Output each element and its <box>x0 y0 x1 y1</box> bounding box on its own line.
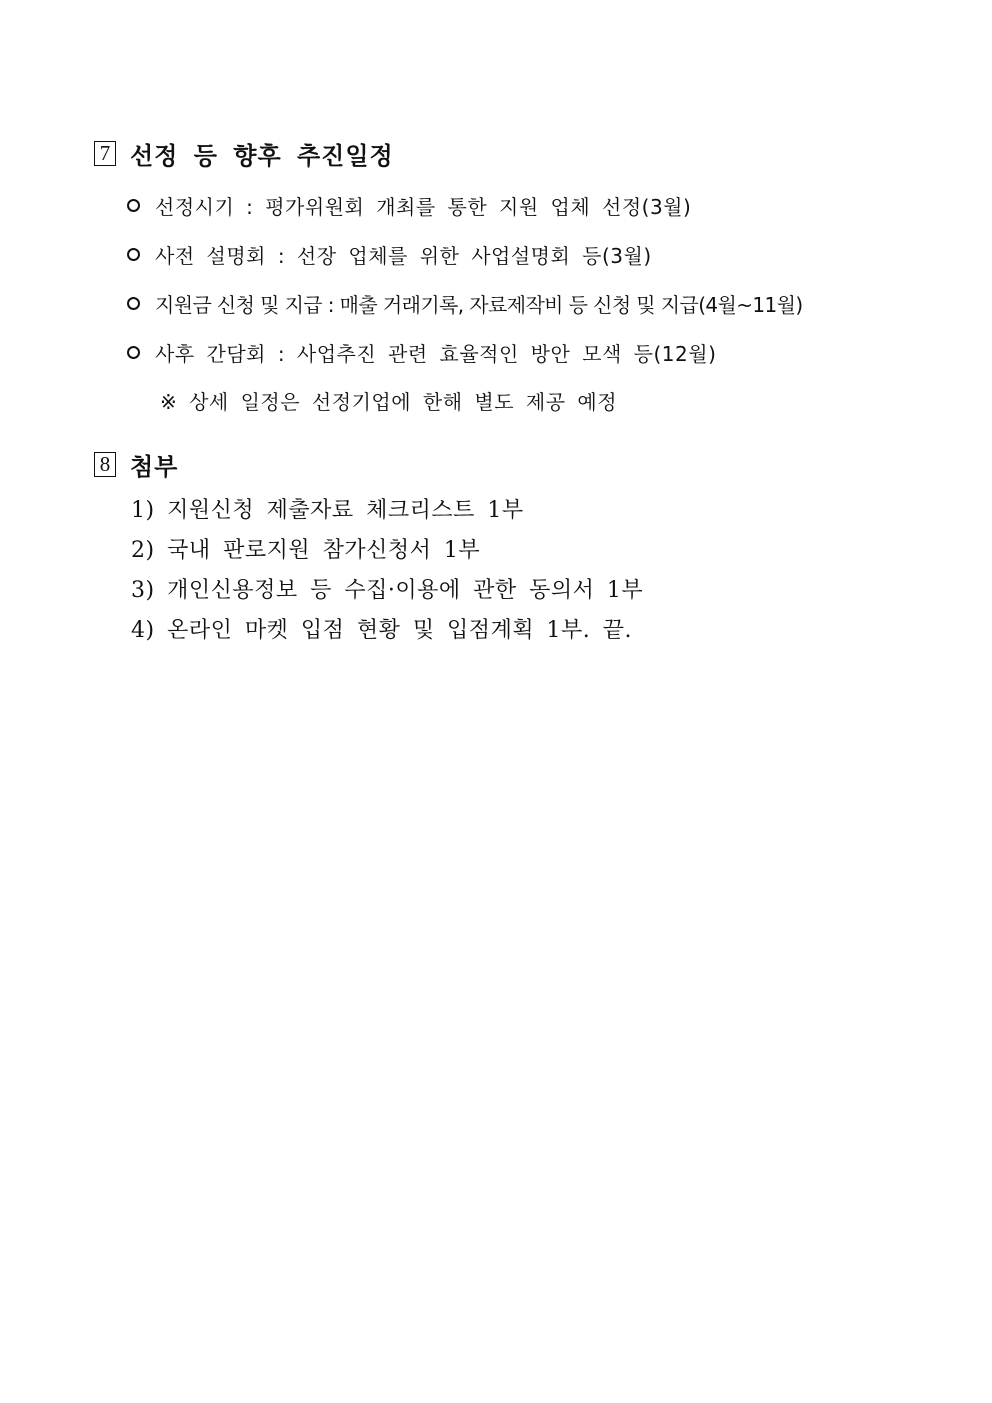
schedule-item-text: 사후 간담회 : 사업추진 관련 효율적인 방안 모색 등(12월) <box>155 342 717 366</box>
schedule-item-text: 선정시기 : 평가위원회 개최를 통한 지원 업체 선정(3월) <box>155 195 692 219</box>
schedule-note: ※ 상세 일정은 선정기업에 한해 별도 제공 예정 <box>160 390 618 414</box>
list-item <box>127 240 652 269</box>
schedule-item-text: 지원금 신청 및 지급 : 매출 거래기록, 자료제작비 등 신청 및 지급(4월~11월) <box>155 293 803 317</box>
section-8-number: 8 <box>94 452 116 477</box>
section-7-number: 7 <box>94 141 116 166</box>
section-7-heading <box>94 136 394 171</box>
circle-bullet-icon <box>127 199 140 212</box>
list-item <box>127 338 716 367</box>
schedule-item-text: 사전 설명회 : 선장 업체를 위한 사업설명회 등(3월) <box>155 244 652 268</box>
circle-bullet-icon <box>127 297 140 310</box>
section-8-title: 첨부 <box>130 453 179 481</box>
circle-bullet-icon <box>127 346 140 359</box>
circle-bullet-icon <box>127 248 140 261</box>
section-7-title: 선정 등 향후 추진일정 <box>130 142 394 170</box>
attachment-item: 2) 국내 판로지원 참가신청서 1부 <box>131 538 481 563</box>
list-item <box>127 289 803 318</box>
attachment-item: 3) 개인신용정보 등 수집·이용에 관한 동의서 1부 <box>131 578 644 603</box>
attachment-item: 4) 온라인 마켓 입점 현황 및 입점계획 1부. 끝. <box>131 618 633 643</box>
list-item <box>127 191 691 220</box>
section-8-heading <box>94 447 178 482</box>
attachment-item: 1) 지원신청 제출자료 체크리스트 1부 <box>131 498 524 523</box>
